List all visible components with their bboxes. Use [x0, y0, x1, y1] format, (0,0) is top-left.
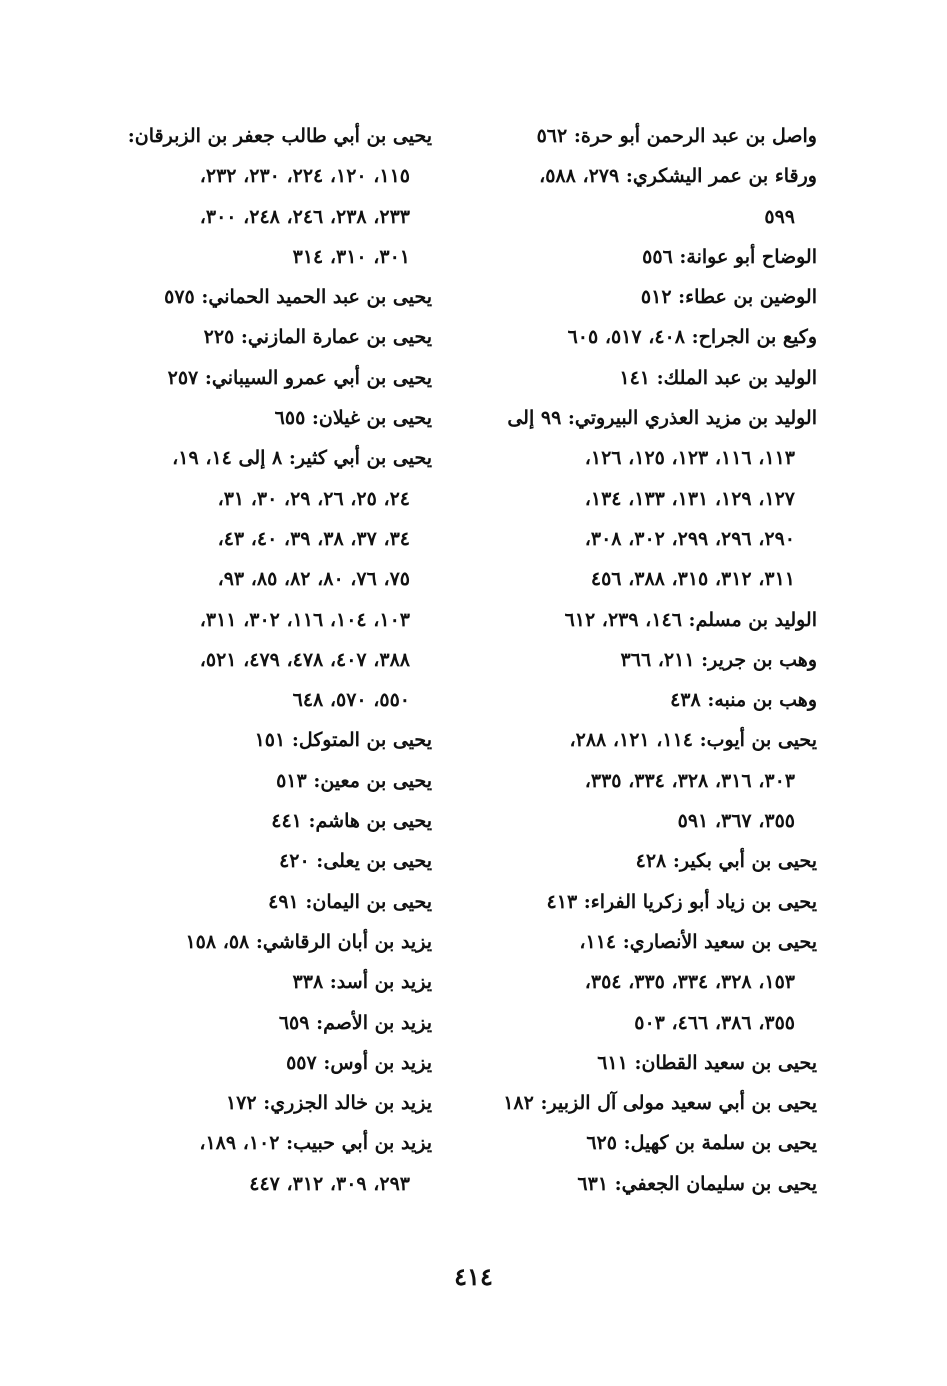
index-entry-continuation: ٣٥٥، ٣٨٦، ٤٦٦، ٥٠٣	[634, 1011, 795, 1034]
page-number: ٤١٤	[454, 1262, 493, 1291]
index-entry: يحيى بن أيوب: ١١٤، ١٢١، ٢٨٨،	[569, 729, 817, 752]
index-entry: يزيد بن خالد الجزري: ١٧٢	[225, 1092, 432, 1115]
index-entry-continuation: ٢٣٣، ٢٣٨، ٢٤٦، ٢٤٨، ٣٠٠،	[199, 205, 410, 228]
index-entry: ورقاء بن عمر اليشكري: ٢٧٩، ٥٨٨،	[539, 165, 817, 188]
index-entry: يحيى بن سعيد الأنصاري: ١١٤،	[579, 930, 817, 953]
index-entry-continuation: ٣٠١، ٣١٠، ٣١٤	[292, 245, 410, 268]
index-entry: يزيد بن أبان الرقاشي: ٥٨، ١٥٨	[185, 930, 432, 953]
index-entry: وكيع بن الجراح: ٤٠٨، ٥١٧، ٦٠٥	[567, 326, 817, 349]
index-entry: واصل بن عبد الرحمن أبو حرة: ٥٦٢	[536, 125, 817, 147]
index-entry: يحيى بن غيلان: ٦٥٥	[274, 407, 432, 430]
index-entry-continuation: ٢٩٣، ٣٠٩، ٣١٢، ٤٤٧	[249, 1172, 410, 1195]
index-entry-continuation: ٣٠٣، ٣١٦، ٣٢٨، ٣٣٤، ٣٣٥،	[584, 769, 795, 792]
index-entry: يحيى بن سعيد القطان: ٦١١	[597, 1051, 817, 1074]
index-entry: الوليد بن مزيد العذري البيروتي: ٩٩ إلى	[507, 407, 817, 430]
index-column-left	[77, 116, 432, 1204]
index-entry: يحيى بن عبد الحميد الحماني: ٥٧٥	[164, 286, 432, 309]
index-entry: يزيد بن أوس: ٥٥٧	[286, 1051, 432, 1074]
index-entry: يزيد بن أبي حبيب: ١٠٢، ١٨٩،	[199, 1132, 432, 1155]
index-entry: يحيى بن أبي عمرو السيباني: ٢٥٧	[167, 366, 432, 389]
index-entry: يحيى بن اليمان: ٤٩١	[268, 890, 432, 913]
index-entry: يحيى بن هاشم: ٤٤١	[271, 810, 432, 833]
index-entry: وهب بن جرير: ٢١١، ٣٦٦	[620, 648, 817, 671]
index-entry-continuation: ٥٥٠، ٥٧٠، ٦٤٨	[292, 689, 410, 712]
index-entry: يحيى بن سليمان الجعفي: ٦٣١	[577, 1172, 817, 1195]
index-entry: يزيد بن أسد: ٣٣٨	[292, 971, 432, 994]
index-entry-continuation: ١١٥، ١٢٠، ٢٢٤، ٢٣٠، ٢٣٢،	[199, 165, 410, 188]
index-entry-continuation: ٧٥، ٧٦، ٨٠، ٨٢، ٨٥، ٩٣،	[217, 568, 410, 591]
index-entry-continuation: ١٢٧، ١٢٩، ١٣١، ١٣٣، ١٣٤،	[584, 487, 795, 510]
index-entry: يحيى بن سلمة بن كهيل: ٦٢٥	[586, 1132, 817, 1155]
index-entry: الوليد بن عبد الملك: ١٤١	[619, 366, 817, 389]
index-entry: يحيى بن عمارة المازني: ٢٢٥	[203, 326, 432, 349]
index-entry-continuation: ١١٣، ١١٦، ١٢٣، ١٢٥، ١٢٦،	[584, 447, 795, 470]
index-entry: يحيى بن أبي طالب جعفر بن الزبرقان:	[127, 125, 432, 147]
index-entry: يزيد بن الأصم: ٦٥٩	[278, 1011, 432, 1034]
index-entry: يحيى بن زياد أبو زكريا الفراء: ٤١٣	[546, 890, 817, 913]
index-entry: يحيى بن معين: ٥١٣	[276, 769, 432, 792]
index-entry: يحيى بن أبي سعيد مولى آل الزبير: ١٨٢	[503, 1092, 817, 1115]
index-entry: وهب بن منبه: ٤٣٨	[670, 689, 817, 712]
index-entry-continuation: ١٠٣، ١٠٤، ١١٦، ٣٠٢، ٣١١،	[199, 608, 410, 631]
index-entry-continuation: ٣٤، ٣٧، ٣٨، ٣٩، ٤٠، ٤٣،	[217, 527, 410, 550]
index-entry-continuation: ٣٥٥، ٣٦٧، ٥٩١	[677, 810, 795, 833]
index-entry: يحيى بن أبي بكير: ٤٢٨	[635, 850, 817, 873]
index-entry-continuation: ٢٤، ٢٥، ٢٦، ٢٩، ٣٠، ٣١،	[217, 487, 410, 510]
index-entry-continuation: ١٥٣، ٣٢٨، ٣٣٤، ٣٣٥، ٣٥٤،	[584, 971, 795, 994]
index-entry-continuation: ٣٨٨، ٤٠٧، ٤٧٨، ٤٧٩، ٥٢١،	[199, 648, 410, 671]
index-entry-continuation: ٣١١، ٣١٢، ٣١٥، ٣٨٨، ٤٥٦	[590, 568, 795, 591]
index-entry: يحيى بن أبي كثير: ٨ إلى ١٤، ١٩،	[172, 447, 432, 470]
index-entry: الوضين بن عطاء: ٥١٢	[640, 286, 817, 309]
index-entry: الوضاح أبو عوانة: ٥٥٦	[642, 245, 817, 268]
index-entry-continuation: ٥٩٩	[764, 205, 795, 228]
index-entry-continuation: ٢٩٠، ٢٩٦، ٢٩٩، ٣٠٢، ٣٠٨،	[584, 527, 795, 550]
index-entry: الوليد بن مسلم: ١٤٦، ٢٣٩، ٦١٢	[564, 608, 817, 631]
index-entry: يحيى بن المتوكل: ١٥١	[254, 729, 432, 752]
index-entry: يحيى بن يعلى: ٤٢٠	[279, 850, 432, 873]
index-column-right	[467, 116, 817, 1204]
